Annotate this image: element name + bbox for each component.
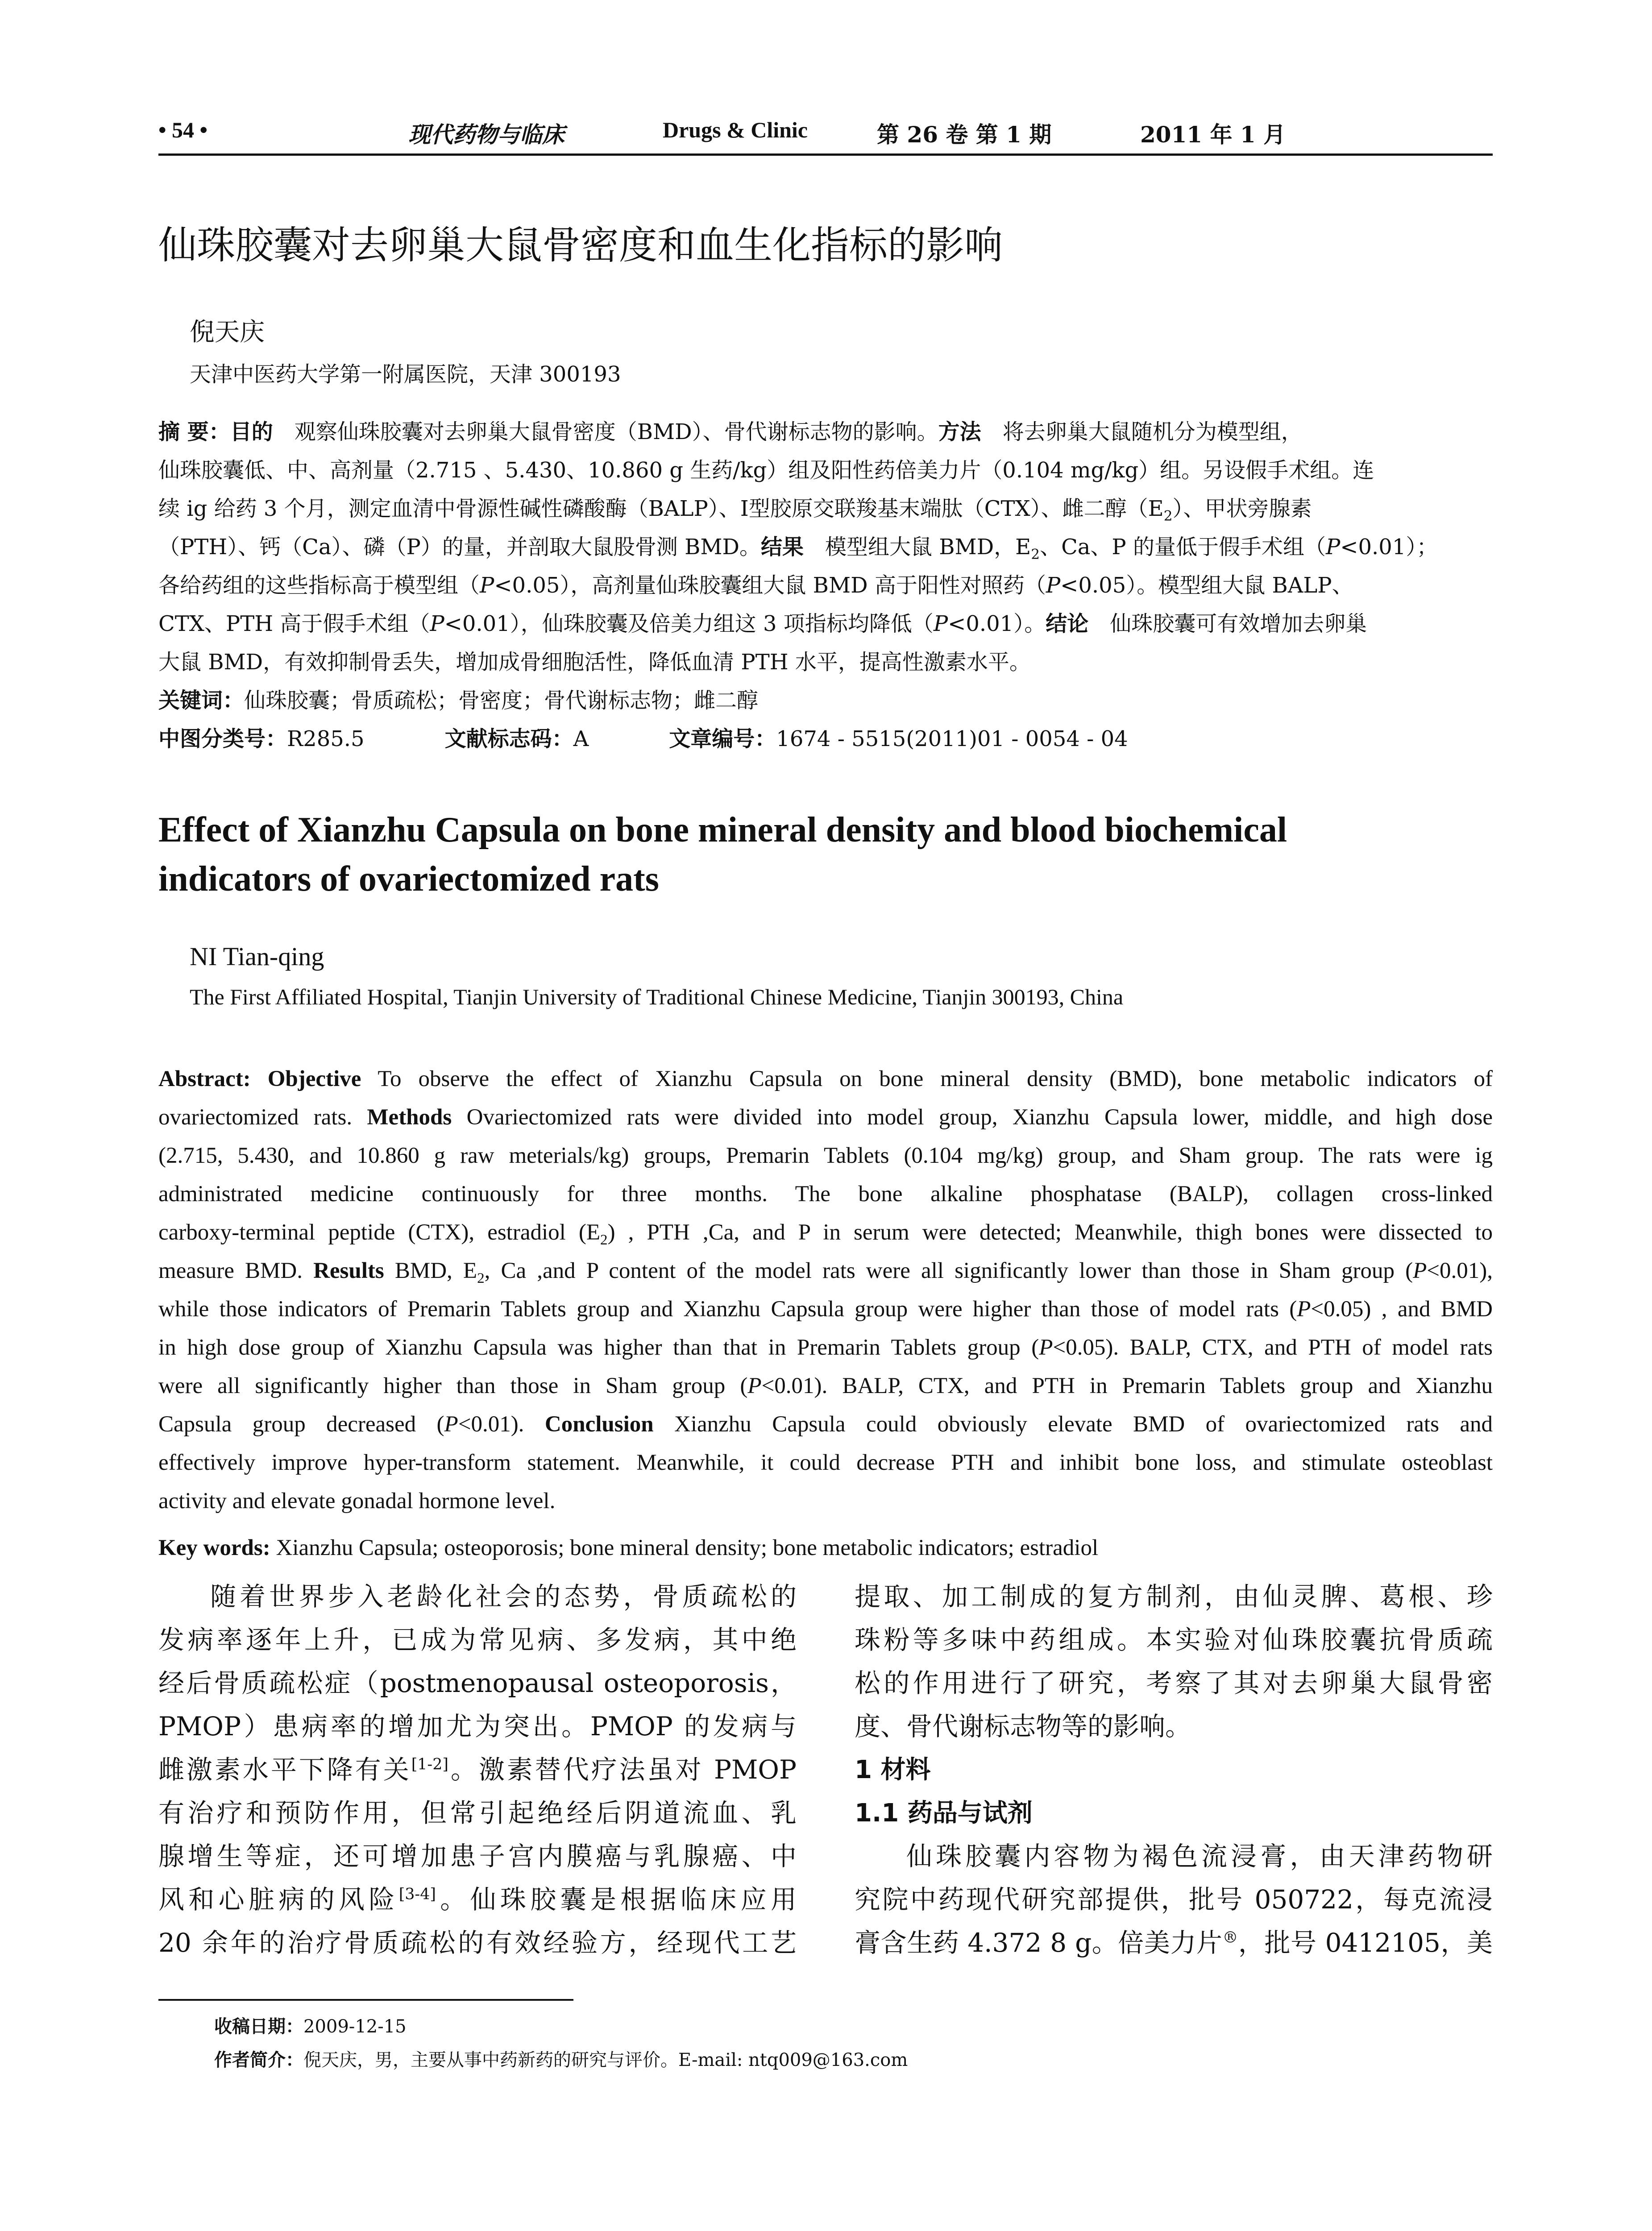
body-line: 发病率逐年上升，已成为常见病、多发病，其中绝 <box>158 1625 797 1655</box>
abstract-en-line: effectively improve hyper-transform statement. Meanwhile, it could decrease PTH and inhibit bone loss, and stimulate osteoblast <box>158 1450 1493 1475</box>
author-cn: 倪天庆 <box>190 318 265 347</box>
journal-name-en: Drugs & Clinic <box>663 117 808 142</box>
affiliation-cn: 天津中医药大学第一附属医院，天津 300193 <box>190 362 621 387</box>
body-line: 20 余年的治疗骨质疏松的有效经验方，经现代工艺 <box>158 1928 797 1958</box>
journal-name-cn: 现代药物与临床 <box>408 121 565 148</box>
body-line: 有治疗和预防作用，但常引起绝经后阴道流血、乳 <box>158 1798 797 1828</box>
abstract-en-line: Abstract: Objective To observe the effect of Xianzhu Capsula on bone mineral density (BMD), bone metabolic indicators of <box>158 1066 1493 1091</box>
author-en: NI Tian-qing <box>190 942 324 971</box>
keywords-en: Key words: Xianzhu Capsula; osteoporosis; bone mineral density; bone metabolic indicators; estradiol <box>158 1535 1099 1560</box>
volume-issue: 第 26 卷 第 1 期 <box>877 121 1052 148</box>
abstract-cn <box>158 413 1493 758</box>
received-date: 收稿日期：2009-12-15 <box>214 2016 407 2037</box>
abstract-en-line: (2.715, 5.430, and 10.860 g raw meterials/kg) groups, Premarin Tablets (0.104 mg/kg) group, and Sham group. The rats were ig <box>158 1143 1493 1168</box>
body-line: 珠粉等多味中药组成。本实验对仙珠胶囊抗骨质疏 <box>855 1625 1493 1655</box>
section-heading-1: 1 材料 <box>855 1755 931 1784</box>
abstract-en-line: carboxy-terminal peptide (CTX), estradiol $(E_2)$ , PTH ,Ca, and P in serum were detected; Meanwhile, thigh bones were dissected to <box>158 1220 1493 1248</box>
abstract-en-line: administrated medicine continuously for three months. The bone alkaline phosphatase (BALP), collagen cross-linked <box>158 1182 1493 1207</box>
body-line: 经后骨质疏松症（postmenopausal osteoporosis， <box>158 1668 797 1698</box>
keywords-cn: 关键词：仙珠胶囊；骨质疏松；骨密度；骨代谢标志物；雌二醇 <box>158 688 759 713</box>
footnote-rule <box>158 1999 573 2001</box>
abstract-en-line: activity and elevate gonadal hormone level. <box>158 1489 556 1514</box>
abstract-cn-line: 大鼠 BMD，有效抑制骨丢失，增加成骨细胞活性，降低血清 PTH 水平，提高性激素水平。 <box>158 650 1031 675</box>
abstract-cn-line: （PTH）、钙（Ca）、磷（P）的量，并剖取大鼠股骨测 BMD。结果 模型组大鼠 BMD，$E_2$、Ca、P 的量低于假手术组（P<0.01）； <box>158 535 1438 563</box>
body-column-right <box>855 1575 1493 1965</box>
issue-date: 2011 年 1 月 <box>1140 121 1286 148</box>
body-column-left <box>158 1575 797 1965</box>
abstract-en-line: ovariectomized rats. Methods Ovariectomized rats were divided into model group, Xianzhu Capsula lower, middle, and high dose <box>158 1105 1493 1130</box>
abstract-cn-line: 各给药组的这些指标高于模型组（P<0.05），高剂量仙珠胶囊组大鼠 BMD 高于阳性对照药（P<0.05）。模型组大鼠 BALP、 <box>158 573 1353 598</box>
abstract-en-line: Capsula group decreased (P<0.01). Conclusion Xianzhu Capsula could obviously elevate BMD of ovariectomized rats and <box>158 1412 1493 1437</box>
abstract-cn-line: 仙珠胶囊低、中、高剂量（2.715 、5.430、10.860 g 生药/kg）组及阳性药倍美力片（0.104 mg/kg）组。另设假手术组。连 <box>158 458 1374 483</box>
abstract-en-line: were all significantly higher than those in Sham group (P<0.01). BALP, CTX, and PTH in Premarin Tablets group and Xianzhu <box>158 1373 1493 1398</box>
abstract-cn-line: 摘 要：目的 观察仙珠胶囊对去卵巢大鼠骨密度（BMD）、骨代谢标志物的影响。方法 将去卵巢大鼠随机分为模型组， <box>158 419 1303 444</box>
abstract-cn-line: 续 ig 给药 3 个月，测定血清中骨源性碱性磷酸酶（BALP）、Ⅰ型胶原交联羧基末端肽（CTX）、雌二醇$(E_2)$、甲状旁腺素 <box>158 496 1312 524</box>
running-header <box>158 117 1493 152</box>
body-line: 度、骨代谢标志物等的影响。 <box>855 1711 1191 1742</box>
header-rule <box>158 153 1493 156</box>
affiliation-en: The First Affiliated Hospital, Tianjin University of Traditional Chinese Medicine, Tianjin 300193, China <box>190 984 1124 1009</box>
section-heading-1-1: 1.1 药品与试剂 <box>855 1799 1033 1828</box>
body-line: 膏含生药 4.372 8 g。倍美力片®，批号 0412105，美 <box>855 1928 1493 1958</box>
body-line: PMOP）患病率的增加尤为突出。PMOP 的发病与 <box>158 1711 797 1742</box>
abstract-en-line: while those indicators of Premarin Tablets group and Xianzhu Capsula group were higher than those of model rats (P<0.05) , and BMD <box>158 1297 1493 1322</box>
abstract-en-line: measure BMD. Results BMD, $E_2$, Ca ,and P content of the model rats were all significantly lower than those in Sham group (P<0.01), <box>158 1258 1493 1287</box>
body-line: 腺增生等症，还可增加患子宫内膜癌与乳腺癌、中 <box>158 1841 797 1871</box>
abstract-en <box>158 1060 1493 1520</box>
body-line: 松的作用进行了研究，考察了其对去卵巢大鼠骨密 <box>855 1668 1493 1698</box>
body-line: 雌激素水平下降有关[1-2]。激素替代疗法虽对 PMOP <box>158 1754 797 1785</box>
body-line: 仙珠胶囊内容物为褐色流浸膏，由天津药物研 <box>906 1841 1493 1871</box>
page-number: • 54 • <box>158 117 208 142</box>
classification-line: 中图分类号：R285.5 文献标志码：A 文章编号：1674 - 5515(2011)01 - 0054 - 04 <box>158 726 1128 751</box>
abstract-cn-line: CTX、PTH 高于假手术组（P<0.01），仙珠胶囊及倍美力组这 3 项指标均降低（P<0.01）。结论 仙珠胶囊可有效增加去卵巢 <box>158 611 1367 636</box>
author-bio: 作者简介：倪天庆，男，主要从事中药新药的研究与评价。E-mail: ntq009@163.com <box>214 2050 908 2070</box>
abstract-en-line: in high dose group of Xianzhu Capsula was higher than that in Premarin Tablets group (P<0.05). BALP, CTX, and PTH of model rats <box>158 1335 1493 1360</box>
body-line: 究院中药现代研究部提供，批号 050722，每克流浸 <box>855 1884 1493 1915</box>
title-cn: 仙珠胶囊对去卵巢大鼠骨密度和血生化指标的影响 <box>158 223 1003 268</box>
body-line: 风和心脏病的风险[3-4]。仙珠胶囊是根据临床应用 <box>158 1884 797 1915</box>
body-line: 随着世界步入老龄化社会的态势，骨质疏松的 <box>210 1581 797 1612</box>
body-line: 提取、加工制成的复方制剂，由仙灵脾、葛根、珍 <box>855 1581 1493 1612</box>
title-en: Effect of Xianzhu Capsula on bone mineral density and blood biochemical indicators of ovariectomized rats <box>158 810 1287 899</box>
